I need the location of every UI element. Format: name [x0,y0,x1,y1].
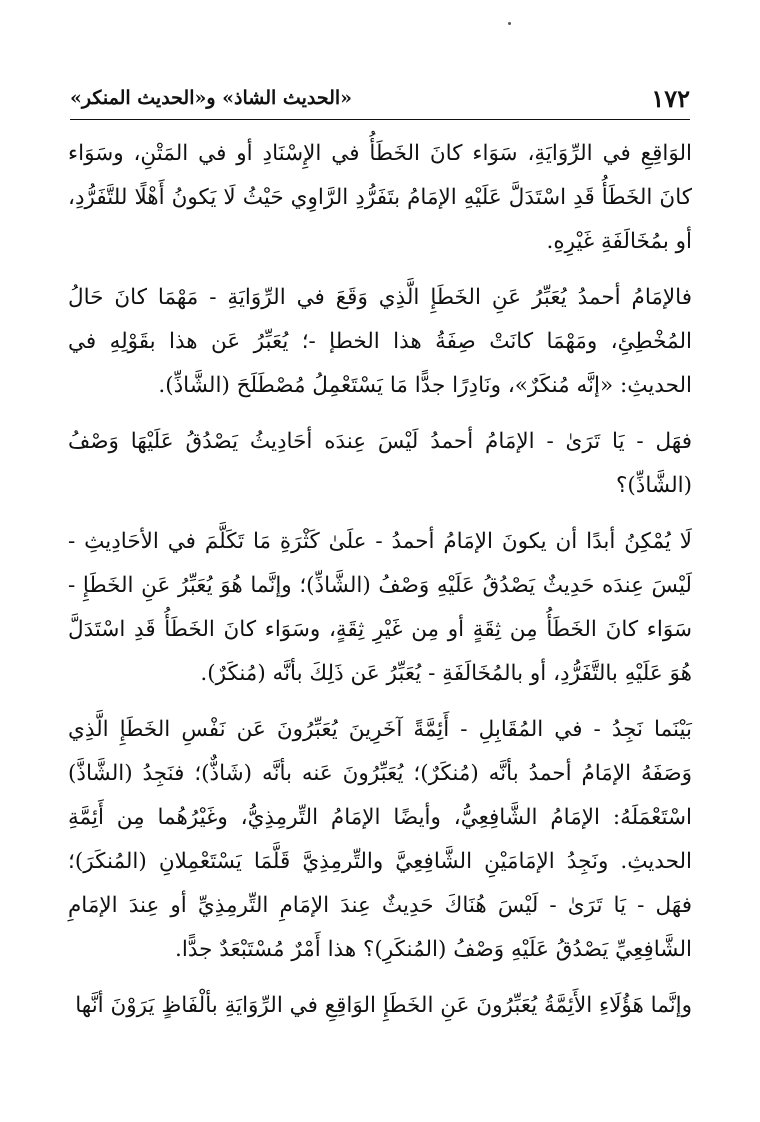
header-divider [70,119,690,120]
page-number: ١٧٢ [651,83,690,113]
paragraph: بَيْنَما نَجِدُ - في المُقَابِلِ - أَئِمَّةً آخَرِينَ يُعَبِّرُونَ عَن نَفْسِ الخَطَإِ الَّذِي وَصَفَهُ الإمَامُ أحمدُ بأنَّه (مُنكَرٌ)؛ يُعَبِّرُونَ عَنه بأنَّه (شَاذٌّ)؛ فنَجِدُ (الشَّاذَّ) اسْتَعْمَلَهُ: الإمَامُ الشَّافِعِيُّ، وأيضًا الإمَامُ التِّرمِذِيُّ، وغَيْرُهُما مِن أَئِمَّةِ الحديثِ. ونَجِدُ الإمَامَيْنِ الشَّافِعِيَّ والتِّرمِذِيَّ قَلَّمَا يَسْتَعْمِلانِ (المُنكَرَ)؛ فهَل - يَا تَرَىٰ - لَيْسَ هُنَاكَ حَدِيثٌ عِندَ الإمَامِ التِّرمِذِيِّ أو عِندَ الإمَامِ الشَّافِعِيِّ يَصْدُقُ عَلَيْهِ وَصْفُ (المُنكَرِ)؟ هذا أَمْرٌ مُسْتَبْعَدٌ جدًّا. [68,717,692,962]
paragraph: لَا يُمْكِنُ أبدًا أن يكونَ الإمَامُ أحمدُ - علَىٰ كَثْرَةِ مَا تَكَلَّمَ في الأحَادِيثِ - لَيْسَ عِندَه حَدِيثٌ يَصْدُقُ عَلَيْهِ وَصْفُ (الشَّاذِّ)؛ وإنَّما هُوَ يُعَبِّرُ عَنِ الخَطَإِ - سَوَاء كانَ الخَطَأُ مِن ثِقَةٍ أو مِن غَيْرِ ثِقَةٍ، وسَوَاء كانَ الخَطَأُ قَدِ اسْتَدَلَّ هُوَ عَلَيْهِ بالتَّفَرُّدِ، أو بالمُخَالَفَةِ - يُعَبِّرُ عَن ذَلِكَ بأنَّه (مُنكَرٌ). [68,529,692,686]
page-header [70,78,690,118]
paragraph: الوَاقِعِ في الرِّوَايَةِ، سَوَاء كانَ الخَطَأُ في الإِسْنَادِ أو في المَتْنِ، وسَوَاء كانَ الخَطَأُ قَدِ اسْتَدَلَّ عَلَيْهِ الإمَامُ بتَفَرُّدِ الرَّاوِي حَيْثُ لَا يَكونُ أَهْلًا للتَّفَرُّدِ، أو بمُخَالَفَةِ غَيْرِهِ. [68,141,692,254]
paragraph: فهَل - يَا تَرَىٰ - الإمَامُ أحمدُ لَيْسَ عِندَه أحَادِيثُ يَصْدُقُ عَلَيْهَا وَصْفُ (الشَّاذِّ)؟ [68,429,692,498]
page-speck [508,22,511,25]
paragraph: فالإمَامُ أحمدُ يُعَبِّرُ عَنِ الخَطَإِ الَّذِي وَقَعَ في الرِّوَايَةِ - مَهْمَا كانَ حَالُ المُخْطِئِ، ومَهْمَا كانَتْ صِفَةُ هذا الخطإ -؛ يُعَبِّرُ عَن هذا بقَوْلِهِ في الحديثِ: «إنَّه مُنكَرٌ»، ونَادِرًا جدًّا مَا يَسْتَعْمِلُ مُصْطَلَحَ (الشَّاذِّ). [68,285,692,398]
paragraph: وإنَّما هَؤُلَاءِ الأَئِمَّةُ يُعَبِّرُونَ عَنِ الخَطَإِ الوَاقِعِ في الرِّوَايَةِ بألْفَاظٍ يَرَوْنَ أنَّها [75,993,692,1018]
running-title: «الحديث الشاذ» و«الحديث المنكر» [70,87,353,109]
body-text [68,132,692,1040]
